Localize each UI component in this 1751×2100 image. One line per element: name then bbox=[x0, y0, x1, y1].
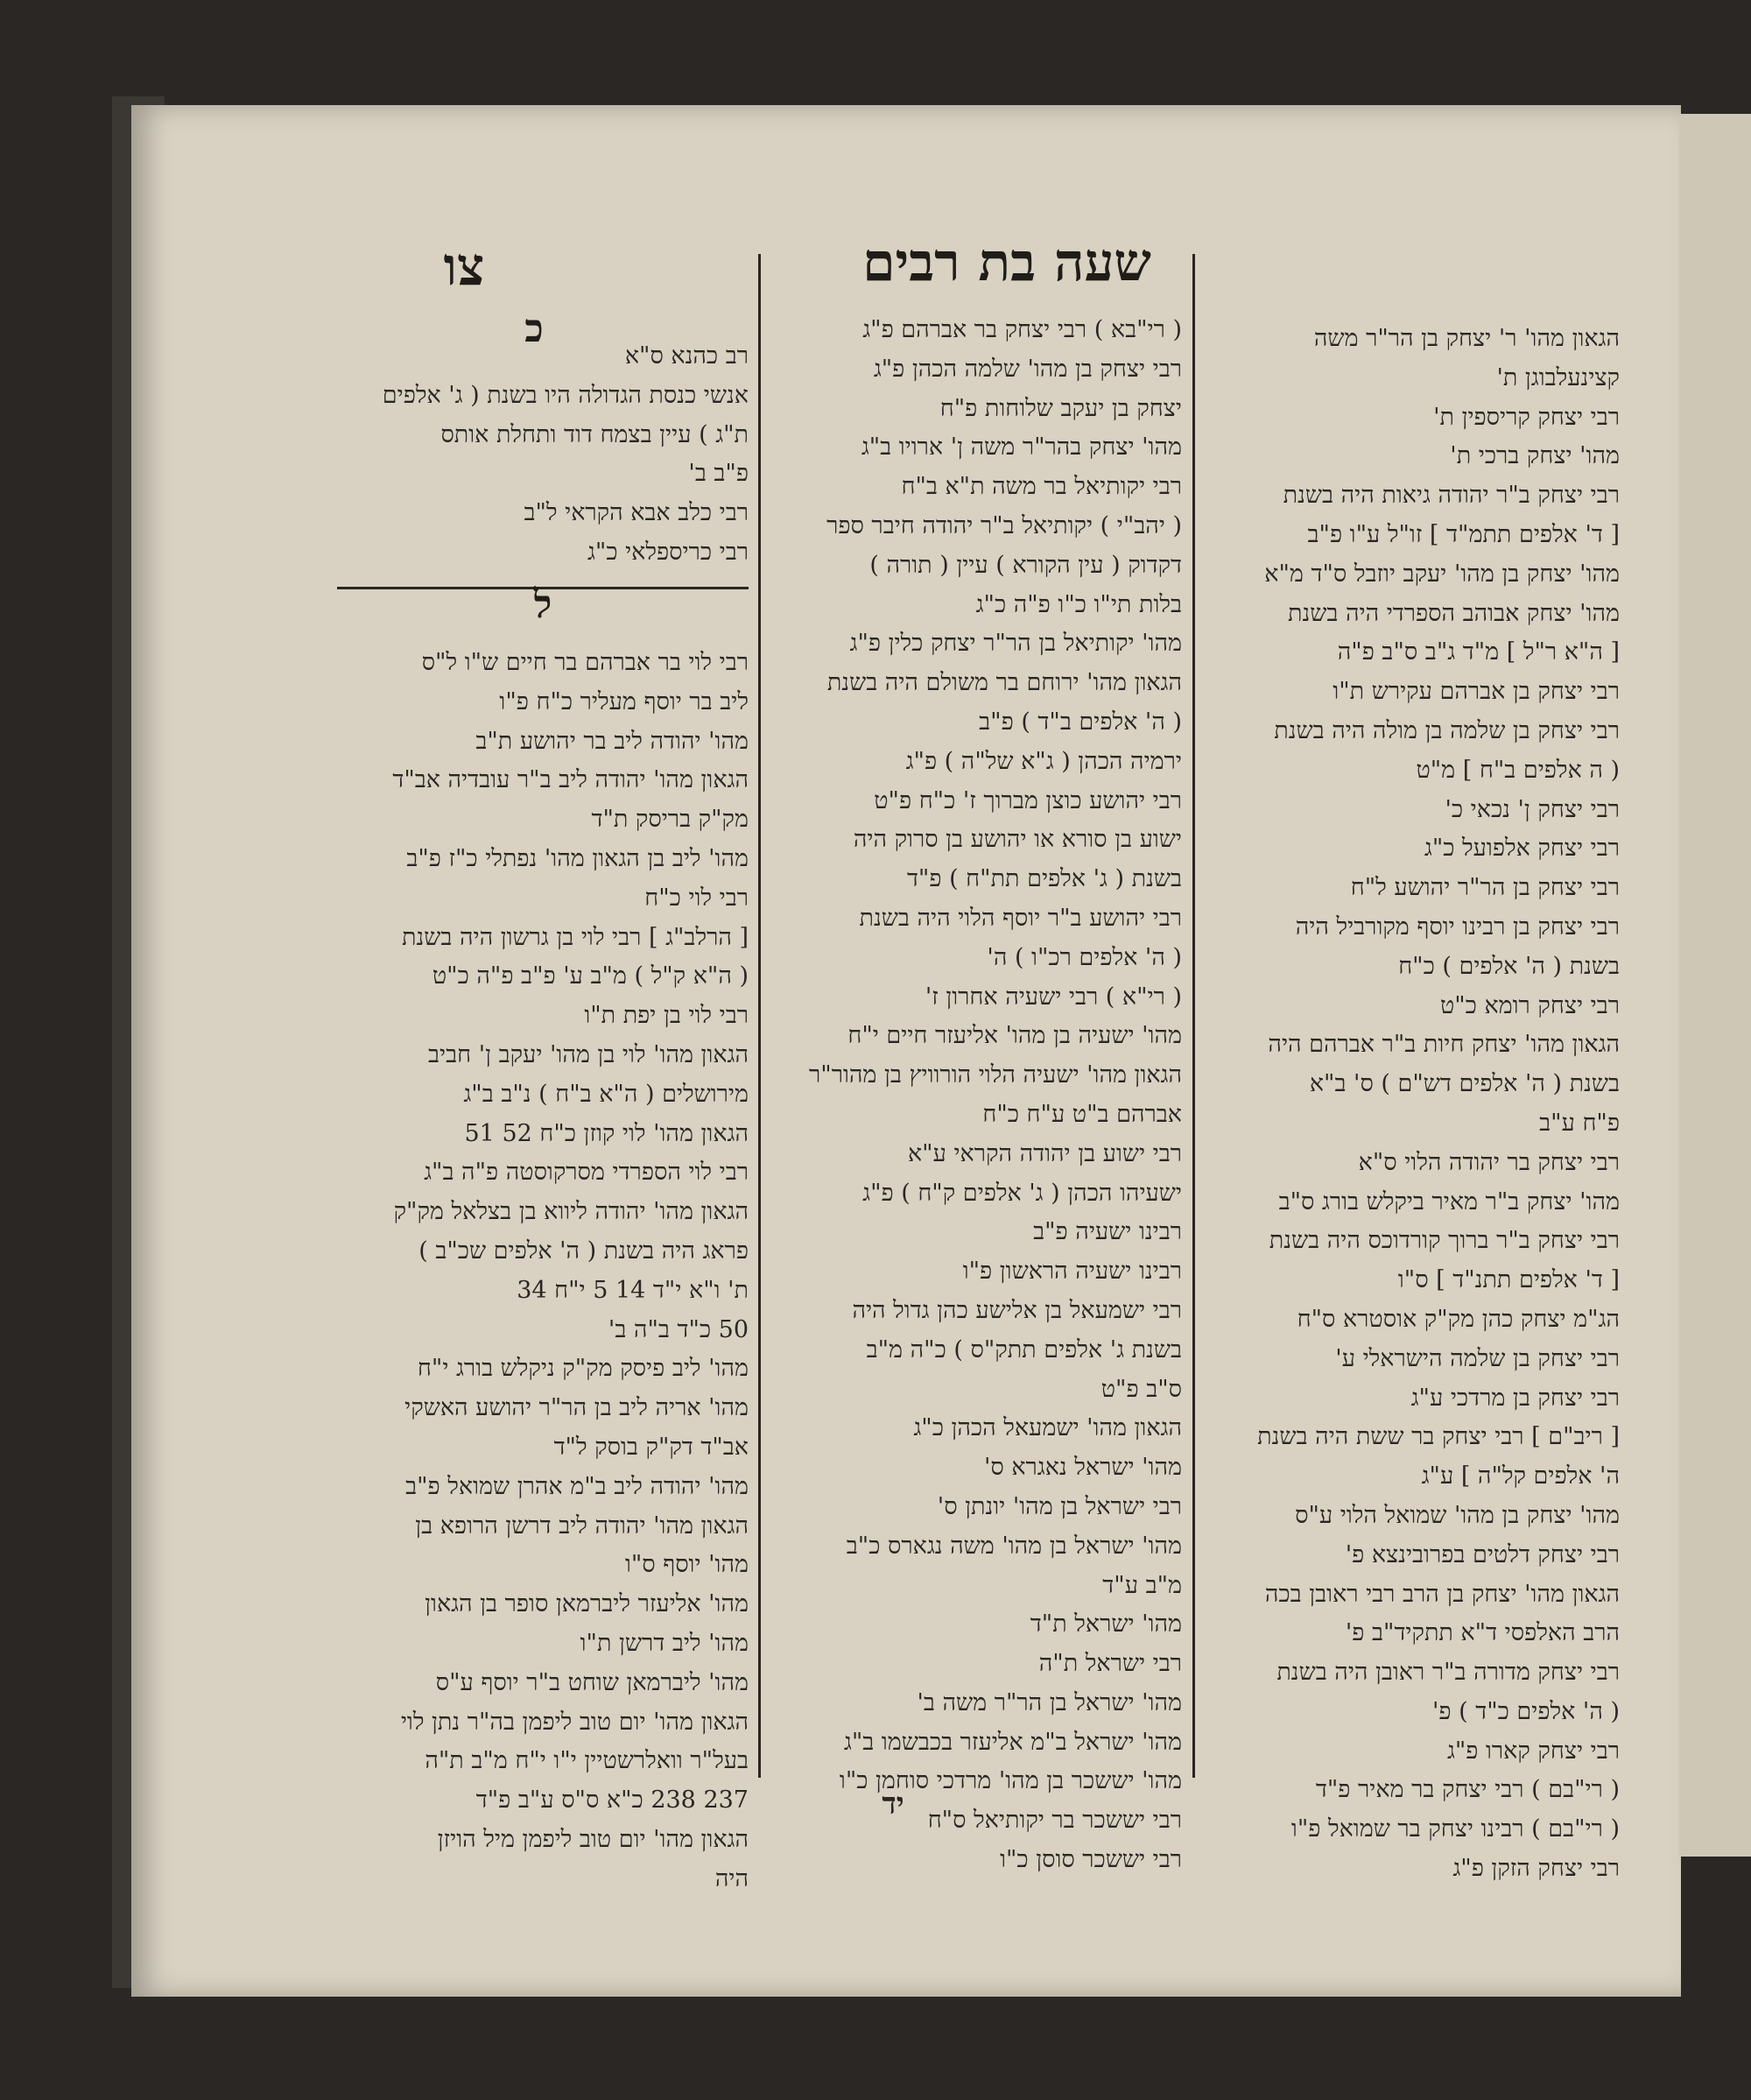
entry-line: בשנת ( ג' אלפים תת"ח ) פ"ד bbox=[906, 865, 1182, 893]
entry-line: ( רי"א ) רבי ישעיה אחרון ז' bbox=[925, 983, 1182, 1011]
entry-line: מהו' ישראל בן הר"ר משה ב' bbox=[917, 1688, 1182, 1716]
entry-line: ( ה אלפים ב"ח ] מ"ט bbox=[1416, 756, 1620, 784]
entry-line: הגאון מהו' ר' יצחק בן הר"ר משה bbox=[1313, 325, 1620, 352]
entry-line: דקדוק ( עין הקורא ) עיין ( תורה ) bbox=[869, 551, 1182, 579]
entry-line: רבי יצחק דלטים בפרובינצא פ' bbox=[1345, 1540, 1620, 1568]
entry-line: הגאון מהו' ישמעאל הכהן כ"ג bbox=[913, 1414, 1182, 1442]
entry-line: ירמיה הכהן ( ג"א של"ה ) פ"ג bbox=[905, 747, 1182, 775]
entry-line: [ ה"א ר"ל ] מ"ד ג"ב ס"ב פ"ה bbox=[1337, 638, 1620, 666]
entry-line: ( רי"בם ) רבי יצחק בר מאיר פ"ד bbox=[1315, 1776, 1620, 1804]
entry-line: בשנת ( ה' אלפים דש"ם ) ס' ב"א bbox=[1309, 1070, 1620, 1098]
entry-line: יצחק בן יעקב שלוחות פ"ח bbox=[939, 394, 1182, 422]
entry-line: רבי יהושע ב"ר יוסף הלוי היה בשנת bbox=[859, 904, 1182, 932]
entry-line: פ"ח ע"ב bbox=[1539, 1109, 1620, 1137]
entry-line: מהו' ישראל ת"ד bbox=[1030, 1610, 1182, 1638]
entry-line: רבי כלב אבא הקראי ל"ב bbox=[524, 499, 749, 527]
entry-line: מהו' יהודה ליב בר יהושע ת"ב bbox=[475, 727, 749, 755]
entry-line: היה bbox=[714, 1864, 749, 1892]
right-column bbox=[1199, 320, 1620, 1889]
entry-line: הרב האלפסי ד"א תתקיד"ב פ' bbox=[1345, 1619, 1620, 1647]
entry-line: רבי ישמעאל בן אלישע כהן גדול היה bbox=[852, 1296, 1182, 1324]
entry-line: בלות תי"ו כ"ו פ"ה כ"ג bbox=[975, 590, 1182, 618]
entry-line: רבי כריספלאי כ"ג bbox=[587, 538, 749, 566]
entry-line: רבי יצחק בן רבינו יוסף מקורביל היה bbox=[1295, 913, 1620, 941]
entry-line: בעל"ר וואלרשטיין י"ו י"ח מ"ב ת"ה bbox=[425, 1747, 749, 1775]
entry-line: רבי יצחק קריספין ת' bbox=[1433, 403, 1620, 431]
entry-line: ליב בר יוסף מעליר כ"ח פ"ו bbox=[499, 687, 749, 715]
middle-column bbox=[766, 311, 1182, 1880]
entry-line: מהו' יקותיאל בן הר"ר יצחק כלין פ"ג bbox=[849, 630, 1182, 658]
entry-line: רבי יצחק ב"ר ברוך קורדוכס היה בשנת bbox=[1269, 1227, 1620, 1255]
entry-line: מק"ק בריסק ת"ד bbox=[591, 806, 749, 834]
entry-line: רבי יצחק ן' נכאי כ' bbox=[1445, 795, 1620, 823]
entry-line: רבי ישראל בן מהו' יונתן ס' bbox=[937, 1492, 1182, 1520]
entry-line: רבי יצחק בן אברהם עקירש ת"ו bbox=[1333, 678, 1620, 706]
entry-line: קצינעלבוגן ת' bbox=[1496, 363, 1620, 391]
entry-line: רבי יצחק אלפועל כ"ג bbox=[1424, 835, 1620, 863]
entry-line: אברהם ב"ט ע"ח כ"ח bbox=[982, 1100, 1182, 1128]
entry-line: מהו' יצחק בן מהו' יעקב יוזבל ס"ד מ"א bbox=[1264, 560, 1620, 588]
entry-line: מירושלים ( ה"א ב"ח ) נ"ב ב"ג bbox=[463, 1080, 749, 1108]
left-column-bottom bbox=[328, 644, 749, 1899]
entry-line: [ הרלב"ג ] רבי לוי בן גרשון היה בשנת bbox=[402, 923, 749, 951]
entry-line: פראג היה בשנת ( ה' אלפים שכ"ב ) bbox=[418, 1237, 749, 1265]
entry-line: מ"ב ע"ד bbox=[1102, 1571, 1182, 1599]
entry-line: ת' ו"א י"ד 14 5 י"ח 34 bbox=[517, 1276, 749, 1304]
entry-line: ( ה"א ק"ל ) מ"ב ע' פ"ב פ"ה כ"ט bbox=[432, 962, 749, 990]
entry-line: מהו' ישראל ב"מ אליעזר בכבשמו ב"ג bbox=[843, 1728, 1182, 1756]
entry-line: רבי יקותיאל בר משה ת"א ב"ח bbox=[901, 473, 1182, 501]
entry-line: רבי יצחק בן הר"ר יהושע ל"ח bbox=[1350, 874, 1620, 902]
entry-line: רב כהנא ס"א bbox=[624, 342, 749, 370]
entry-line: מהו' יצחק ברכי ת' bbox=[1450, 442, 1620, 470]
entry-line: רבי יהושע כוצן מברוך ז' כ"ח פ"ט bbox=[874, 786, 1182, 814]
entry-line: רבי יצחק רומא כ"ט bbox=[1439, 991, 1620, 1019]
entry-line: [ ריב"ם ] רבי יצחק בר ששת היה בשנת bbox=[1257, 1423, 1620, 1451]
entry-line: רבי יצחק בן מהו' שלמה הכהן פ"ג bbox=[873, 355, 1182, 383]
entry-line: ( יהב"י ) יקותיאל ב"ר יהודה חיבר ספר bbox=[826, 511, 1182, 539]
entry-line: ישוע בן סורא או יהושע בן סרוק היה bbox=[853, 826, 1182, 854]
entry-line: הגאון מהו' לוי בן מהו' יעקב ן' חביב bbox=[428, 1040, 749, 1068]
entry-line: מהו' ליב פיסק מק"ק ניקלש בורג י"ח bbox=[417, 1355, 749, 1383]
entry-line: מהו' יצחק בן מהו' שמואל הלוי ע"ס bbox=[1295, 1501, 1620, 1529]
entry-line: ס"ב פ"ט bbox=[1101, 1375, 1182, 1403]
entry-line: רבי ישראל ת"ה bbox=[1038, 1650, 1182, 1678]
entry-line: רבי לוי הספרדי מסרקוסטה פ"ה ב"ג bbox=[424, 1159, 749, 1187]
entry-line: בשנת ג' אלפים תתק"ס ) כ"ה מ"ב bbox=[866, 1335, 1182, 1364]
entry-line: מהו' אריה ליב בן הר"ר יהושע האשקי bbox=[404, 1394, 749, 1422]
entry-line: מהו' ליב בן הגאון מהו' נפתלי כ"ז פ"ב bbox=[406, 844, 749, 872]
entry-line: ( רי"בם ) רבינו יצחק בר שמואל פ"ו bbox=[1290, 1815, 1620, 1843]
entry-line: ( ה' אלפים ב"ד ) פ"ב bbox=[979, 708, 1182, 736]
entry-line: הגאון מהו' יהודה ליב ב"ר עובדיה אב"ד bbox=[392, 766, 749, 794]
entry-line: מהו' ליב דרשן ת"ו bbox=[580, 1629, 749, 1657]
entry-line: רבי לוי בן יפת ת"ו bbox=[584, 1002, 749, 1030]
section-letter-lamed: ל bbox=[533, 582, 552, 627]
entry-line: פ"ב ב' bbox=[688, 460, 749, 488]
entry-line: מהו' יששכר בן מהו' מרדכי סוחמן כ"ו bbox=[839, 1767, 1182, 1795]
entry-line: רבי יצחק בן שלמה בן מולה היה בשנת bbox=[1274, 716, 1620, 744]
entry-line: הגאון מהו' יצחק חיות ב"ר אברהם היה bbox=[1268, 1031, 1620, 1059]
column-divider-left bbox=[758, 254, 761, 1778]
column-divider-right bbox=[1192, 254, 1195, 1778]
entry-line: אנשי כנסת הגדולה היו בשנת ( ג' אלפים bbox=[382, 381, 749, 409]
entry-line: הגאון מהו' יהודה ליווא בן בצלאל מק"ק bbox=[393, 1198, 749, 1226]
entry-line: הגאון מהו' יום טוב ליפמן בה"ר נתן לוי bbox=[400, 1708, 749, 1736]
entry-line: בשנת ( ה' אלפים ) כ"ח bbox=[1398, 952, 1620, 980]
entry-line: אב"ד דק"ק בוסק ל"ד bbox=[553, 1433, 749, 1461]
page-title: שעה בת רבים bbox=[862, 232, 1151, 293]
entry-line: הגאון מהו' יצחק בן הרב רבי ראובן בכה bbox=[1264, 1580, 1620, 1608]
entry-line: הגאון מהו' יום טוב ליפמן מיל הויזן bbox=[437, 1825, 749, 1853]
entry-line: ישעיהו הכהן ( ג' אלפים ק"ח ) פ"ג bbox=[862, 1179, 1182, 1207]
entry-line: ( רי"בא ) רבי יצחק בר אברהם פ"ג bbox=[862, 316, 1182, 343]
entry-line: מהו' יצחק ב"ר מאיר ביקלש בורג ס"ב bbox=[1278, 1187, 1620, 1216]
entry-line: מהו' יצחק אבוהב הספרדי היה בשנת bbox=[1288, 599, 1620, 627]
entry-line: רבי יצחק בר יהודה הלוי ס"א bbox=[1358, 1148, 1620, 1176]
entry-line: מהו' יצחק בהר"ר משה ן' ארויו ב"ג bbox=[861, 433, 1182, 462]
entry-line: [ ד' אלפים תתמ"ד ] זו"ל ע"ו פ"ב bbox=[1307, 520, 1620, 548]
entry-line: ת"ג ) עיין בצמח דוד ותחלת אותס bbox=[440, 420, 749, 448]
entry-line: הגאון מהו' לוי קוזן כ"ח 52 51 bbox=[464, 1119, 749, 1147]
entry-line: רבי ישוע בן יהודה הקראי ע"א bbox=[907, 1139, 1182, 1167]
entry-line: 50 כ"ד ב"ה ב' bbox=[608, 1315, 749, 1343]
entry-line: מהו' אליעזר ליברמאן סופר בן הגאון bbox=[425, 1590, 749, 1618]
entry-line: רבי יצחק ב"ר יהודה גיאות היה בשנת bbox=[1283, 482, 1620, 510]
entry-line: רבי יצחק הזקן פ"ג bbox=[1452, 1855, 1620, 1883]
entry-line: רבי יצחק בן שלמה הישראלי ע' bbox=[1335, 1344, 1620, 1372]
entry-line: 237 238 כ"א ס"ס ע"ב פ"ד bbox=[475, 1786, 749, 1815]
entry-line: רבי יששכר בר יקותיאל ס"ח bbox=[927, 1807, 1182, 1835]
entry-line: מהו' ליברמאן שוחט ב"ר יוסף ע"ס bbox=[435, 1668, 749, 1696]
page-number: צו bbox=[443, 236, 485, 298]
section-letter-kaf: כ bbox=[524, 307, 544, 351]
entry-line: מהו' ישראל נאגרא ס' bbox=[983, 1454, 1182, 1482]
entry-line: רבי יצחק בן מרדכי ע"ג bbox=[1410, 1384, 1620, 1412]
entry-line: ( ה' אלפים כ"ד ) פ' bbox=[1431, 1697, 1620, 1725]
entry-line: רבי לוי בר אברהם בר חיים ש"ו ל"ס bbox=[421, 649, 749, 676]
entry-line: רבי יצחק קארו פ"ג bbox=[1446, 1737, 1620, 1765]
entry-line: הגאון מהו' ישעיה הלוי הורוויץ בן מהור"ר bbox=[809, 1061, 1182, 1089]
entry-line: הג"מ יצחק כהן מק"ק אוסטרא ס"ח bbox=[1297, 1305, 1620, 1333]
entry-line: ( ה' אלפים רכ"ו ) ה' bbox=[987, 943, 1182, 971]
entry-line: מהו' יהודה ליב ב"מ אהרן שמואל פ"ב bbox=[405, 1472, 749, 1500]
entry-line: רבי יששכר סוסן כ"ו bbox=[1000, 1846, 1182, 1874]
entry-line: הגאון מהו' ירוחם בר משולם היה בשנת bbox=[826, 669, 1182, 697]
entry-line: הגאון מהו' יהודה ליב דרשן הרופא בן bbox=[415, 1512, 749, 1540]
signature-mark: יד bbox=[882, 1786, 904, 1822]
entry-line: רבי לוי כ"ח bbox=[644, 884, 749, 912]
entry-line: רבינו ישעיה פ"ב bbox=[1033, 1218, 1182, 1246]
entry-line: ה' אלפים קל"ה ] ע"ג bbox=[1421, 1462, 1620, 1490]
entry-line: מהו' ישעיה בן מהו' אליעזר חיים י"ח bbox=[847, 1022, 1182, 1050]
entry-line: מהו' יוסף ס"ו bbox=[624, 1551, 749, 1579]
entry-line: [ ד' אלפים תתנ"ד ] ס"ו bbox=[1397, 1266, 1620, 1294]
left-column-top bbox=[328, 337, 749, 573]
entry-line: רבינו ישעיה הראשון פ"ו bbox=[962, 1258, 1182, 1286]
facing-page-edge bbox=[1679, 114, 1751, 1857]
entry-line: מהו' ישראל בן מהו' משה נגארס כ"ב bbox=[846, 1532, 1182, 1560]
entry-line: רבי יצחק מדורה ב"ר ראובן היה בשנת bbox=[1276, 1659, 1620, 1687]
